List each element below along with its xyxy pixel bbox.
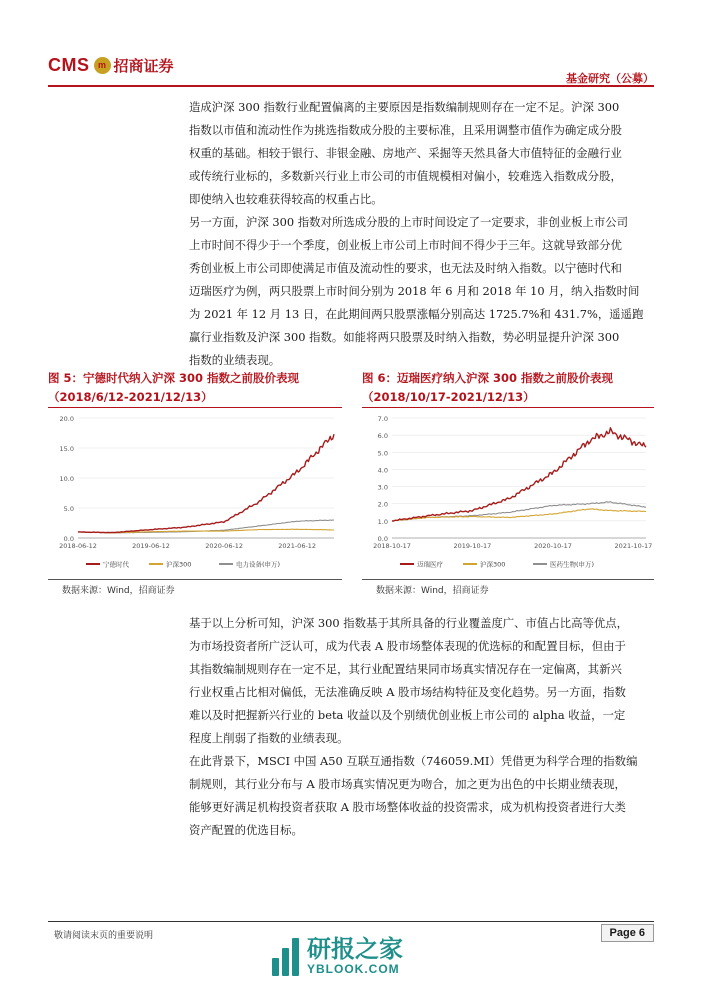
paragraph-line: 其指数编制规则存在一定不足，其行业配置结果同市场真实情况存在一定偏离，其新兴 xyxy=(189,662,622,676)
paragraph-line: 造成沪深 300 指数行业配置偏离的主要原因是指数编制规则存在一定不足。沪深 300 xyxy=(189,100,620,114)
x-tick-label: 2021-10-17 xyxy=(614,542,653,550)
paragraph-line: 制规则，其行业分布与 A 股市场真实情况更为吻合，加之更为出色的中长期业绩表现， xyxy=(189,777,626,791)
y-tick-label: 5.0 xyxy=(63,505,74,513)
paragraph-3 xyxy=(189,612,664,750)
x-tick-label: 2018-10-17 xyxy=(373,542,411,550)
x-tick-label: 2019-10-17 xyxy=(453,542,492,550)
watermark xyxy=(272,936,403,976)
y-tick-label: 20.0 xyxy=(59,415,74,423)
watermark-bar xyxy=(292,938,299,976)
y-tick-label: 15.0 xyxy=(59,445,74,453)
footer-divider xyxy=(48,921,654,922)
y-tick-label: 0.0 xyxy=(377,535,388,543)
legend-label: 电力设备(申万) xyxy=(236,560,281,569)
figure-5-title xyxy=(48,369,299,407)
figure-6-date-range: （2018/10/17-2021/12/13） xyxy=(362,390,535,404)
paragraph-line: 能够更好满足机构投资者获取 A 股市场整体收益的投资需求，成为机构投资者进行大类 xyxy=(189,800,626,814)
paragraph-line: 行业权重占比相对偏低，无法准确反映 A 股市场结构特征及变化趋势。另一方面，指数 xyxy=(189,685,626,699)
logo-mark-icon: m xyxy=(94,57,111,74)
paragraph-line: 权重的基础。相较于银行、非银金融、房地产、采掘等天然具备大市值特征的金融行业 xyxy=(189,146,622,160)
figure-5-title-line: 图 5：宁德时代纳入沪深 300 指数之前股价表现 xyxy=(48,371,300,385)
paragraph-line: 或传统行业标的，多数新兴行业上市公司的市值规模相对偏小，较难选入指数成分股， xyxy=(189,169,622,183)
paragraph-1 xyxy=(189,96,664,211)
figure-6-top-rule xyxy=(362,407,654,408)
legend-label: 沪深300 xyxy=(166,560,192,569)
paragraph-line: 难以及时把握新兴行业的 beta 收益以及个别绩优创业板上市公司的 alpha 收益，一定 xyxy=(189,708,626,722)
x-tick-label: 2018-06-12 xyxy=(59,542,97,550)
paragraph-line: 迈瑞医疗为例，两只股票上市时间分别为 2018 年 6 月和 2018 年 10 月，纳入指数时间 xyxy=(189,284,640,298)
paragraph-line: 即使纳入也较难获得较高的权重占比。 xyxy=(189,192,383,206)
y-tick-label: 0.0 xyxy=(63,535,74,543)
y-tick-label: 3.0 xyxy=(377,483,388,492)
series-line-0 xyxy=(392,428,646,521)
paragraph-4 xyxy=(189,750,664,842)
legend-label: 宁德时代 xyxy=(103,560,129,569)
legend-label: 迈瑞医疗 xyxy=(417,560,443,569)
watermark-bar xyxy=(272,958,279,976)
watermark-url: YBLOOK.COM xyxy=(307,962,400,976)
series-line-2 xyxy=(392,502,646,521)
logo-chinese-name: 招商证券 xyxy=(113,56,174,75)
paragraph-line: 赢行业指数及沪深 300 指数。如能将两只股票及时纳入指数，势必明显提升沪深 300 xyxy=(189,330,620,344)
paragraph-line: 另一方面，沪深 300 指数对所选成分股的上市时间设定了一定要求，非创业板上市公司 xyxy=(189,215,629,229)
x-tick-label: 2019-06-12 xyxy=(132,542,170,550)
paragraph-line: 为市场投资者所广泛认可，成为代表 A 股市场整体表现的优选标的和配置目标，但由于 xyxy=(189,639,626,653)
company-logo xyxy=(48,54,174,76)
figure-5-date-range: （2018/6/12-2021/12/13） xyxy=(48,390,213,404)
figure-5-chart xyxy=(48,410,342,576)
y-tick-label: 1.0 xyxy=(377,517,388,526)
y-tick-label: 10.0 xyxy=(59,475,74,483)
report-section-label: 基金研究（公募） xyxy=(566,72,654,85)
watermark-text: 研报之家 xyxy=(307,935,403,963)
watermark-bar xyxy=(282,948,289,976)
paragraph-line: 资产配置的优选目标。 xyxy=(189,823,303,837)
page-number: Page 6 xyxy=(601,924,654,942)
figure-6-chart xyxy=(362,410,654,576)
header-divider xyxy=(48,85,654,87)
series-line-0 xyxy=(78,434,334,532)
y-tick-label: 5.0 xyxy=(377,449,388,458)
paragraph-line: 基于以上分析可知，沪深 300 指数基于其所具备的行业覆盖度广、市值占比高等优点， xyxy=(189,616,629,630)
y-tick-label: 6.0 xyxy=(377,432,388,441)
y-tick-label: 2.0 xyxy=(377,500,388,509)
figure-6-bottom-rule xyxy=(362,579,654,580)
legend-label: 沪深300 xyxy=(480,560,506,569)
x-tick-label: 2020-06-12 xyxy=(205,542,244,550)
disclaimer-note: 敬请阅读末页的重要说明 xyxy=(54,931,154,941)
y-tick-label: 7.0 xyxy=(377,415,388,423)
paragraph-line: 为 2021 年 12 月 13 日，在此期间两只股票涨幅分别高达 1725.7%和 431.7%，遥遥跑 xyxy=(189,307,644,321)
paragraph-line: 上市时间不得少于一个季度，创业板上市公司上市时间不得少于三年。这就导致部分优 xyxy=(189,238,622,252)
figure-5-top-rule xyxy=(48,407,342,408)
paragraph-line: 指数的业绩表现。 xyxy=(189,353,281,367)
paragraph-line: 秀创业板上市公司即使满足市值及流动性的要求，也无法及时纳入指数。以宁德时代和 xyxy=(189,261,622,275)
figure-6-title xyxy=(362,369,613,407)
x-tick-label: 2020-10-17 xyxy=(534,542,572,550)
figure-6-title-line: 图 6：迈瑞医疗纳入沪深 300 指数之前股价表现 xyxy=(362,371,614,385)
legend-label: 医药生物(申万) xyxy=(550,560,595,569)
paragraph-line: 指数以市值和流动性作为挑选指数成分股的主要标准，且采用调整市值作为确定成分股 xyxy=(189,123,622,137)
y-tick-label: 4.0 xyxy=(377,466,388,475)
figure-5-bottom-rule xyxy=(48,579,342,580)
watermark-bars-icon xyxy=(272,936,299,976)
logo-text: CMS xyxy=(48,54,90,75)
paragraph-line: 程度上削弱了指数的业绩表现。 xyxy=(189,731,349,745)
x-tick-label: 2021-06-12 xyxy=(278,542,317,550)
paragraph-line: 在此背景下，MSCI 中国 A50 互联互通指数（746059.MI）凭借更为科学合理的指数编 xyxy=(189,754,638,768)
figure-6-source: 数据来源：Wind，招商证券 xyxy=(376,586,489,596)
figure-5-source: 数据来源：Wind，招商证券 xyxy=(62,586,175,596)
paragraph-2 xyxy=(189,211,664,372)
